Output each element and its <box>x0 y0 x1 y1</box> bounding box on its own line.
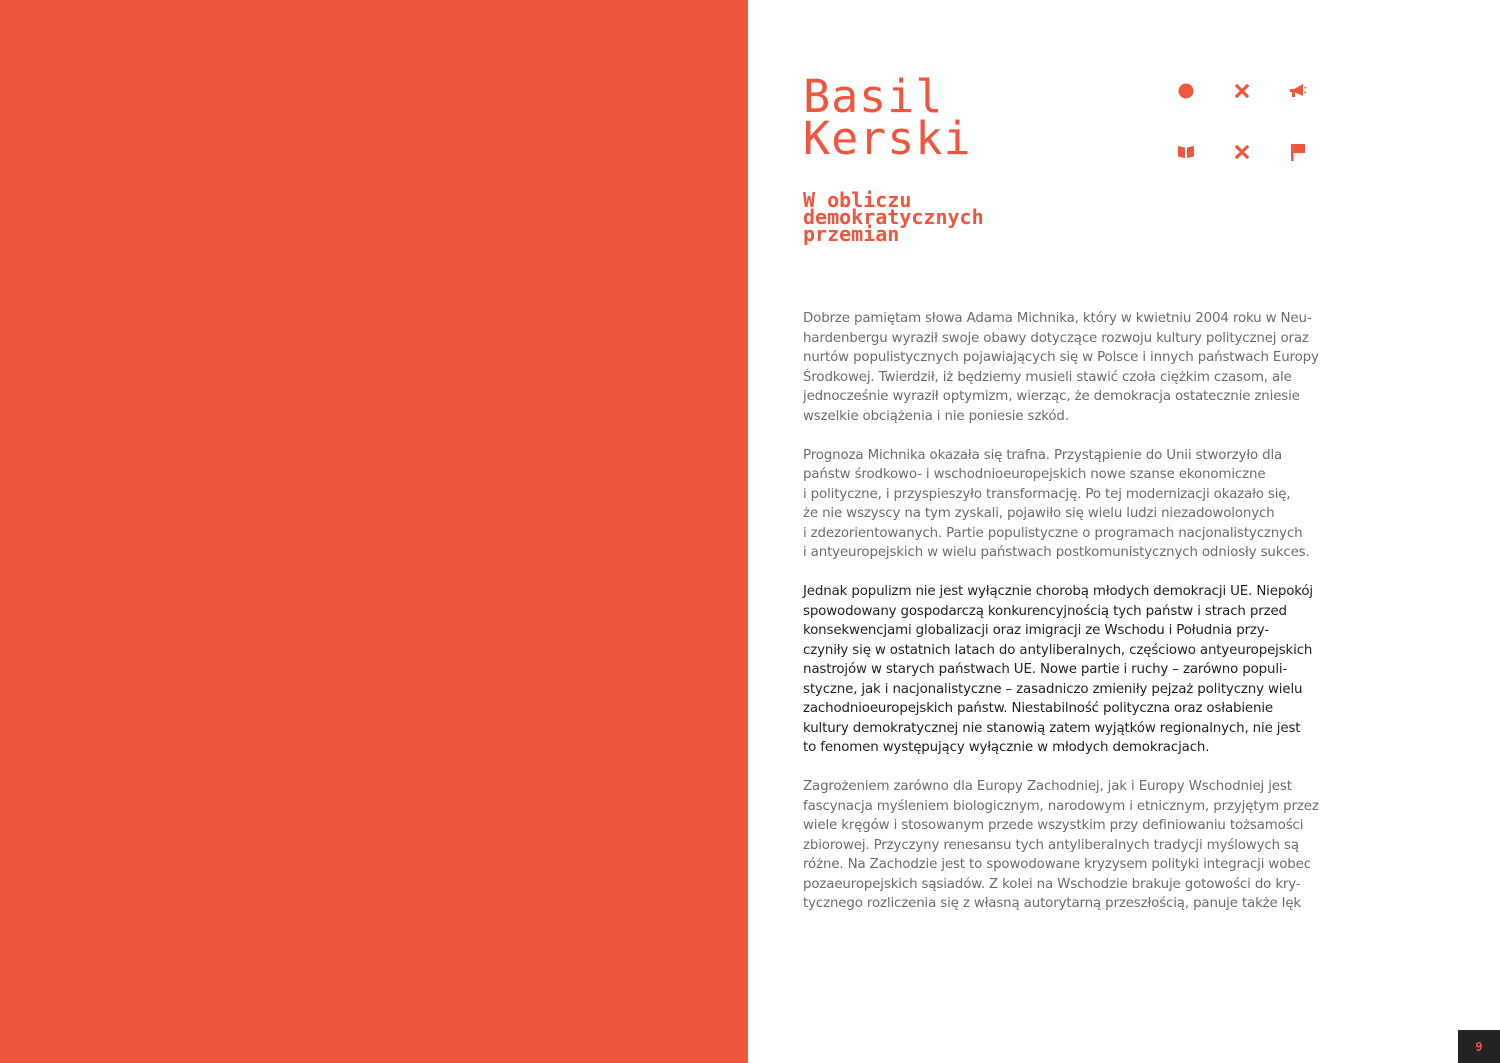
circle-icon <box>1171 76 1201 106</box>
red-panel <box>0 0 748 1063</box>
text-line: nurtów populistycznych pojawiających się w Polsce i innych państwach Europy <box>803 350 1319 365</box>
cross-icon <box>1227 76 1257 106</box>
text-line: różne. Na Zachodzie jest to spowodowane kryzysem polityki integracji wobec <box>803 857 1311 872</box>
author-last-name: Kerski <box>803 112 972 165</box>
text-line: Dobrze pamiętam słowa Adama Michnika, który w kwietniu 2004 roku w Neu- <box>803 311 1312 326</box>
text-line: konsekwencjami globalizacji oraz imigracji ze Wschodu i Południa przy- <box>803 623 1270 638</box>
book-icon <box>1171 137 1201 167</box>
author-name <box>803 70 972 165</box>
paragraph <box>803 309 1319 426</box>
megaphone-icon <box>1283 76 1313 106</box>
text-line: Środkowej. Twierdził, iż będziemy musieli stawić czoła ciężkim czasom, ale <box>803 369 1292 385</box>
text-line: Prognoza Michnika okazała się trafna. Przystąpienie do Unii stworzyło dla <box>803 447 1283 463</box>
text-line: Zagrożeniem zarówno dla Europy Zachodniej, jak i Europy Wschodniej jest <box>803 779 1292 794</box>
emphasis-paragraph <box>803 582 1315 758</box>
text-line: i polityczne, i przyspieszyło transformację. Po tej modernizacji okazało się, <box>803 486 1291 502</box>
subtitle-line: demokratycznych <box>803 205 984 229</box>
icon-grid <box>1170 76 1315 171</box>
text-line: Jednak populizm nie jest wyłącznie chorobą młodych demokracji UE. Niepokój <box>803 584 1313 599</box>
text-line: zbiorowej. Przyczyny renesansu tych antyliberalnych tradycji myślowych są <box>803 837 1299 853</box>
text-line: państw środkowo- i wschodnioeuropejskich nowe szanse ekonomiczne <box>803 467 1266 482</box>
text-line: fascynacja myśleniem biologicznym, narodowym i etnicznym, przyjętym przez <box>803 798 1319 814</box>
author-first-name: Basil <box>803 70 944 123</box>
text-line: styczne, jak i nacjonalistyczne – zasadniczo zmieniły pejzaż polityczny wielu <box>803 681 1303 697</box>
paragraph <box>803 777 1319 914</box>
text-line: pozaeuropejskich sąsiadów. Z kolei na Wschodzie brakuje gotowości do kry- <box>803 876 1301 892</box>
article-body <box>803 309 1319 933</box>
text-line: to fenomen występujący wyłącznie w młodych demokracjach. <box>803 740 1210 755</box>
text-line: czyniły się w ostatnich latach do antyliberalnych, częściowo antyeuropejskich <box>803 642 1313 658</box>
subtitle-line: W obliczu <box>803 188 912 212</box>
text-line: nastrojów w starych państwach UE. Nowe partie i ruchy – zarówno populi- <box>803 662 1288 677</box>
subtitle-line: przemian <box>803 222 900 246</box>
cross-icon <box>1227 137 1257 167</box>
text-line: tycznego rozliczenia się z własną autorytarną przeszłością, panuje także lęk <box>803 896 1302 911</box>
text-line: i zdezorientowanych. Partie populistyczne o programach nacjonalistycznych <box>803 525 1303 541</box>
text-line: że nie wszyscy na tym zyskali, pojawiło się wielu ludzi niezadowolonych <box>803 506 1275 521</box>
flag-icon <box>1283 137 1313 167</box>
text-line: spowodowany gospodarczą konkurencyjnością tych państw i strach przed <box>803 603 1287 619</box>
text-line: i antyeuropejskich w wielu państwach postkomunistycznych odniosły sukces. <box>803 545 1310 560</box>
text-line: wszelkie obciążenia i nie poniesie szkód. <box>803 408 1069 424</box>
article-subtitle <box>803 188 984 246</box>
text-line: zachodnioeuropejskich państw. Niestabilność polityczna oraz osłabienie <box>803 701 1274 716</box>
text-line: jednocześnie wyraził optymizm, wierząc, że demokracja ostatecznie zniesie <box>803 389 1300 404</box>
text-line: hardenbergu wyraził swoje obawy dotyczące rozwoju kultury politycznej oraz <box>803 330 1309 346</box>
paragraph <box>803 446 1315 563</box>
text-line: kultury demokratycznej nie stanowią zatem wyjątków regionalnych, nie jest <box>803 720 1301 736</box>
page-number: 9 <box>1458 1030 1500 1063</box>
text-line: wiele kręgów i stosowanym przede wszystkim przy definiowaniu tożsamości <box>803 818 1304 833</box>
